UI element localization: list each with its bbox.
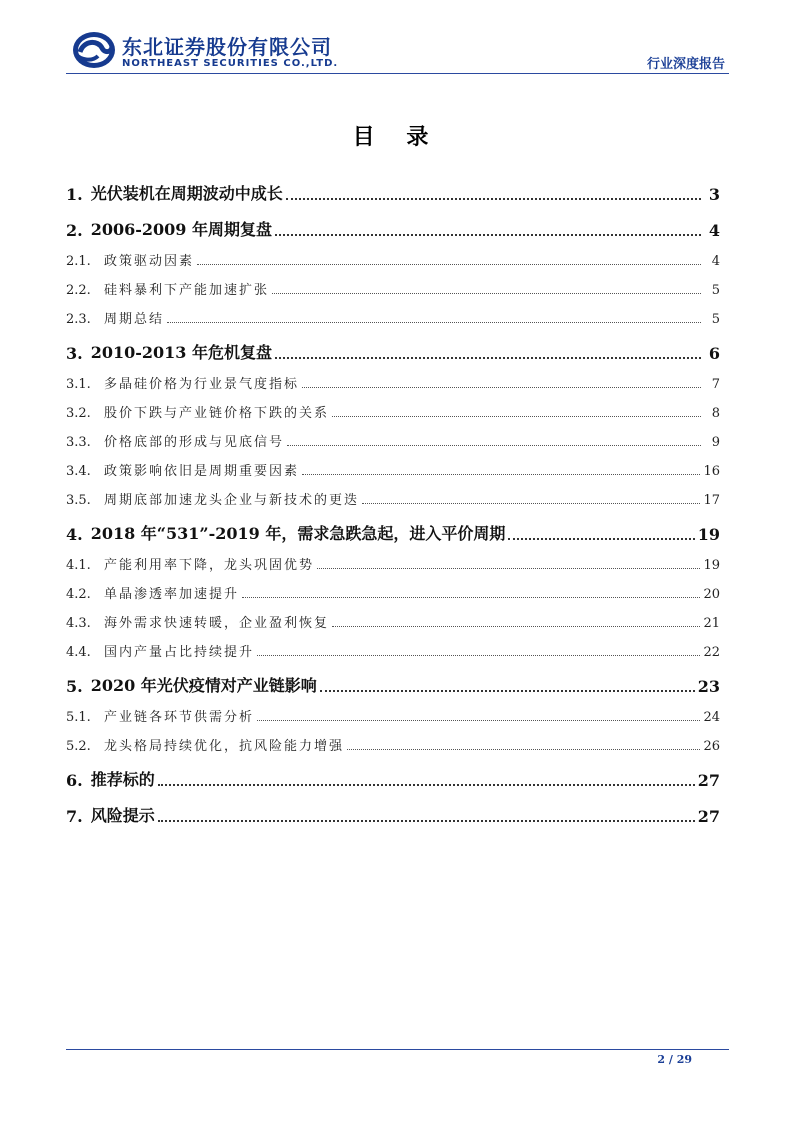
toc-dot-leader (257, 719, 700, 721)
toc-entry-title: 硅料暴利下产能加速扩张 (104, 283, 270, 298)
toc-entry-page: 26 (703, 739, 720, 754)
company-name-cn: 东北证券股份有限公司 (122, 35, 332, 59)
toc-entry-page: 9 (711, 435, 720, 450)
footer-divider (66, 1049, 729, 1050)
toc-dot-leader (362, 502, 700, 504)
toc-entry-title: 价格底部的形成与见底信号 (104, 435, 285, 450)
toc-title: 目 录 (352, 124, 441, 150)
toc-entry-title: 2020 年光伏疫情对产业链影响 (90, 676, 317, 695)
toc-subsection-entry[interactable] (66, 602, 720, 631)
toc-dot-leader (286, 197, 701, 200)
toc-entry-title: 政策影响依旧是周期重要因素 (104, 464, 300, 479)
toc-entry-page: 24 (703, 710, 720, 725)
toc-dot-leader (332, 625, 700, 627)
toc-entry-number: 5.2. (66, 739, 91, 754)
toc-entry-number: 1. (66, 185, 83, 204)
toc-entry-number: 2.2. (66, 283, 91, 298)
toc-entry-page: 20 (703, 587, 720, 602)
toc-entry-page: 5 (711, 283, 720, 298)
toc-section-entry[interactable] (66, 660, 720, 696)
company-name-en: NORTHEAST SECURITIES CO.,LTD. (122, 58, 339, 69)
toc-dot-leader (275, 356, 701, 359)
toc-section-entry[interactable] (66, 204, 720, 240)
toc-entry-number: 5.1. (66, 710, 91, 725)
toc-entry-title: 国内产量占比持续提升 (104, 645, 255, 660)
northeast-securities-logo-icon (72, 30, 116, 70)
toc-entry-title: 光伏装机在周期波动中成长 (90, 184, 283, 203)
toc-section-entry[interactable] (66, 754, 720, 790)
toc-entry-title: 风险提示 (90, 806, 155, 825)
table-of-contents (66, 168, 720, 826)
toc-entry-page: 22 (703, 645, 720, 660)
toc-entry-title: 单晶渗透率加速提升 (104, 587, 240, 602)
toc-dot-leader (275, 233, 701, 236)
toc-section-entry[interactable] (66, 790, 720, 826)
toc-entry-number: 4.4. (66, 645, 91, 660)
toc-dot-leader (347, 748, 700, 750)
toc-entry-title: 2018 年“531”-2019 年，需求急跌急起，进入平价周期 (90, 524, 506, 543)
page-header (0, 0, 793, 80)
toc-entry-title: 龙头格局持续优化，抗风险能力增强 (104, 739, 345, 754)
toc-dot-leader (257, 654, 700, 656)
toc-entry-page: 5 (711, 312, 720, 327)
toc-entry-page: 17 (703, 493, 720, 508)
toc-entry-title: 股价下跌与产业链价格下跌的关系 (104, 406, 330, 421)
toc-entry-title: 2010-2013 年危机复盘 (90, 343, 272, 362)
toc-entry-number: 4. (66, 525, 83, 544)
toc-entry-number: 3.1. (66, 377, 91, 392)
toc-dot-leader (332, 415, 701, 417)
toc-subsection-entry[interactable] (66, 544, 720, 573)
toc-entry-title: 2006-2009 年周期复盘 (90, 220, 272, 239)
toc-entry-number: 3.2. (66, 406, 91, 421)
toc-subsection-entry[interactable] (66, 696, 720, 725)
toc-dot-leader (508, 537, 694, 540)
toc-entry-number: 6. (66, 771, 83, 790)
toc-dot-leader (197, 263, 701, 265)
toc-dot-leader (167, 321, 701, 323)
toc-dot-leader (317, 567, 700, 569)
toc-entry-number: 3.5. (66, 493, 91, 508)
toc-entry-page: 6 (708, 344, 720, 363)
toc-entry-title: 周期底部加速龙头企业与新技术的更迭 (104, 493, 360, 508)
toc-entry-title: 海外需求快速转暖，企业盈利恢复 (104, 616, 330, 631)
toc-entry-number: 4.1. (66, 558, 91, 573)
toc-entry-number: 2.3. (66, 312, 91, 327)
toc-entry-page: 3 (708, 185, 720, 204)
toc-entry-number: 3.4. (66, 464, 91, 479)
toc-subsection-entry[interactable] (66, 363, 720, 392)
toc-entry-title: 产业链各环节供需分析 (104, 710, 255, 725)
toc-subsection-entry[interactable] (66, 631, 720, 660)
toc-dot-leader (158, 783, 695, 786)
toc-dot-leader (320, 689, 695, 692)
toc-section-entry[interactable] (66, 327, 720, 363)
toc-entry-number: 3. (66, 344, 83, 363)
toc-dot-leader (242, 596, 700, 598)
toc-entry-page: 27 (697, 807, 720, 826)
toc-entry-number: 4.2. (66, 587, 91, 602)
toc-subsection-entry[interactable] (66, 298, 720, 327)
toc-entry-title: 政策驱动因素 (104, 254, 195, 269)
toc-dot-leader (302, 386, 701, 388)
toc-entry-page: 23 (697, 677, 720, 696)
page-number: 2 / 29 (657, 1053, 692, 1066)
toc-entry-number: 5. (66, 677, 83, 696)
toc-entry-page: 7 (711, 377, 720, 392)
toc-entry-page: 19 (697, 525, 720, 544)
toc-entry-title: 推荐标的 (90, 770, 155, 789)
toc-entry-title: 产能利用率下降，龙头巩固优势 (104, 558, 315, 573)
toc-dot-leader (287, 444, 701, 446)
toc-entry-page: 16 (703, 464, 720, 479)
toc-entry-page: 4 (711, 254, 720, 269)
toc-subsection-entry[interactable] (66, 479, 720, 508)
toc-subsection-entry[interactable] (66, 392, 720, 421)
toc-entry-page: 8 (711, 406, 720, 421)
toc-entry-number: 2. (66, 221, 83, 240)
toc-subsection-entry[interactable] (66, 573, 720, 602)
toc-section-entry[interactable] (66, 168, 720, 204)
toc-entry-number: 7. (66, 807, 83, 826)
toc-entry-page: 19 (703, 558, 720, 573)
toc-entry-number: 4.3. (66, 616, 91, 631)
toc-entry-number: 2.1. (66, 254, 91, 269)
toc-dot-leader (302, 473, 700, 475)
toc-entry-page: 21 (703, 616, 720, 631)
toc-section-entry[interactable] (66, 508, 720, 544)
toc-entry-title: 周期总结 (104, 312, 165, 327)
toc-entry-title: 多晶硅价格为行业景气度指标 (104, 377, 300, 392)
header-divider (66, 73, 729, 74)
toc-dot-leader (272, 292, 701, 294)
toc-entry-page: 4 (708, 221, 720, 240)
report-type-label: 行业深度报告 (646, 57, 725, 72)
toc-subsection-entry[interactable] (66, 421, 720, 450)
toc-subsection-entry[interactable] (66, 450, 720, 479)
toc-subsection-entry[interactable] (66, 240, 720, 269)
toc-subsection-entry[interactable] (66, 725, 720, 754)
toc-entry-number: 3.3. (66, 435, 91, 450)
toc-dot-leader (158, 819, 695, 822)
toc-subsection-entry[interactable] (66, 269, 720, 298)
toc-entry-page: 27 (697, 771, 720, 790)
